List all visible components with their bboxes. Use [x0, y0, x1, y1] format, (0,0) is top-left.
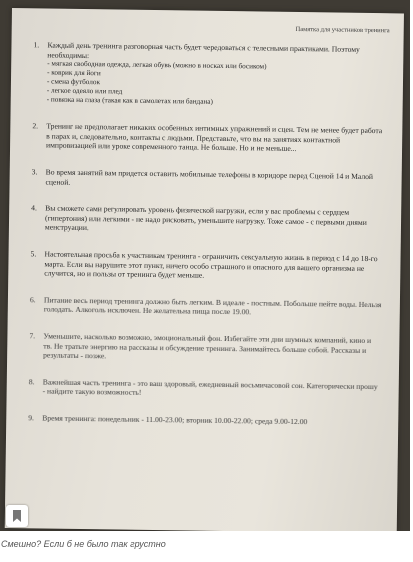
memo-item-9 [28, 413, 380, 428]
memo-items [28, 40, 386, 444]
memo-item-5 [30, 249, 382, 283]
memo-sheet [5, 8, 404, 531]
sub-item: - смена футболок [46, 77, 101, 87]
sub-item: - коврик для йоги [47, 68, 101, 78]
memo-item-3 [32, 167, 384, 191]
item-number: 2. [32, 121, 39, 131]
item-text: Уменьшите, насколько возможно, эмоциональный фон. Избегайте эти дни шумных компаний, кино и тв. Не тратьте энергию на рассказы и обсуждение тренинга. Занимайтесь больше собой. Рассказы и результаты - позже. [43, 331, 372, 361]
item-text: Настоятельная просьба к участникам тренинга - ограничить сексуальную жизнь в период с 14 до 18-го марта. Если вы нарушите этот пункт, ничего особо страшного и опасного для вашего организма не случится, но и пользы от тренинга будет меньше. [44, 249, 378, 280]
item-text: Важнейшая часть тренинга - это ваш здоровый, ежедневный восьмичасовой сон. Категорически прошу - найдите такую возможность! [42, 377, 378, 398]
memo-header: Памятка для участников тренинга [295, 25, 390, 35]
memo-item-4 [31, 203, 383, 237]
item-text: Питание весь период тренинга должно быть легким. В идеале - постным. Побольше пейте воды. Нельзя голодать. Алкоголь исключен. Не желательна пища после 19.00. [43, 295, 382, 317]
item-number: 5. [30, 249, 37, 259]
item-number: 9. [28, 413, 35, 423]
item-text: Тренинг не предполагает никаких особенных интимных упражнений и сцен. Тем не менее будет работа в парах и, следовательно, контакты с людьми. Представьте, что вы на занятиях контактной импровизацией или уроке современного танца. Не больше. Но и не меньше... [46, 121, 383, 154]
item-text: Во время занятий вам придется оставить мобильные телефоны в коридоре перед Сценой 14 и Малой сценой. [45, 167, 374, 187]
item-number: 6. [29, 294, 36, 305]
item-text: Вы сможете сами регулировать уровень физической нагрузки, если у вас проблемы с сердцем (гипертония) или легкими - не надо рисковать, уменьшите нагрузку. Тоже самое - с первыми днями менструации. [44, 203, 367, 233]
item-text: Каждый день тренинга разговорная часть будет чередоваться с телесными практиками. Поэтому необходимы: [47, 40, 360, 60]
bookmark-icon [12, 510, 22, 522]
sub-item: - легкое одеяло или плед [46, 86, 123, 96]
memo-item-6 [30, 295, 382, 319]
sub-item: - мягкая свободная одежда, легкая обувь (можно в носках или босиком) [47, 59, 267, 71]
item-text: Время тренинга: понедельник - 11.00-23.00; вторник 10.00-22.00; среда 9.00-12.00 [42, 413, 308, 427]
memo-item-1 [33, 40, 386, 109]
sub-item: - повязка на глаза (такая как в самолетах или бандана) [46, 95, 213, 107]
item-number: 7. [29, 331, 36, 341]
memo-item-8 [29, 377, 381, 401]
memo-item-7 [29, 331, 381, 365]
item-sublist [47, 60, 386, 110]
item-number: 8. [28, 376, 35, 387]
bookmark-button[interactable] [6, 505, 28, 527]
item-number: 3. [31, 167, 38, 177]
item-number: 4. [31, 203, 37, 213]
item-number: 1. [33, 40, 40, 50]
memo-item-2 [32, 121, 384, 155]
image-caption: Смешно? Если б не было так грустно [1, 539, 166, 549]
